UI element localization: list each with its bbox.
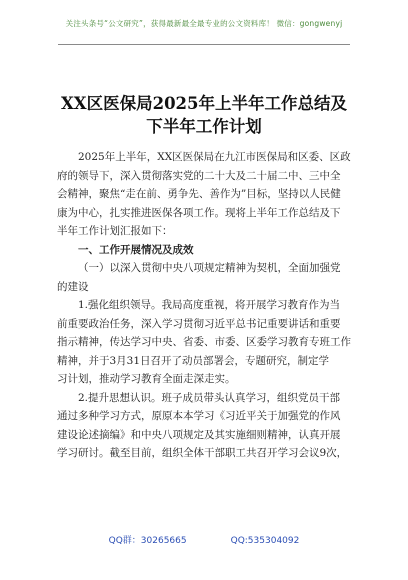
text-line: 康为中心，扎实推进医保各项工作。现将上半年工作总结及下 bbox=[57, 206, 341, 219]
text-line: 通过多种学习方式，原原本本学习《习近平关于加强党的作风 bbox=[57, 410, 341, 422]
text-line: 学习研讨。截至目前，组织全体干部职工共召开学习会议9次， bbox=[57, 447, 348, 459]
item-paragraph-1 bbox=[57, 296, 357, 389]
text-line: 精神，并于3月31日召开了动员部署会，专题研究，制定学 bbox=[57, 354, 330, 367]
section-heading-text: 一、工作开展情况及成效 bbox=[78, 243, 194, 256]
intro-paragraph bbox=[57, 148, 357, 241]
footer-qq-group: QQ群：30265665 bbox=[108, 536, 187, 546]
text-line: 建设论述摘编》和中央八项规定及其实施细则精神，认真开展 bbox=[57, 428, 341, 441]
item-paragraph-2 bbox=[57, 389, 357, 463]
text-line: 前重要政治任务，深入学习贯彻习近平总书记重要讲话和重要 bbox=[57, 317, 341, 330]
footer-contacts bbox=[0, 533, 408, 546]
text-line: 指示精神，传达学习中央、省委、市委、区委学习教育专班工作 bbox=[57, 336, 351, 348]
document-title bbox=[40, 92, 368, 138]
text-line: 2025年上半年，XX区医保局在九江市医保局和区委、区政 bbox=[78, 151, 351, 163]
header-note: 关注头条号“公文研究”，获得最新最全最专业的公文资料库！ 微信：gongwenyj bbox=[65, 19, 343, 28]
text-line: 的建设 bbox=[57, 280, 89, 293]
text-line: （一）以深入贯彻中央八项规定精神为契机，全面加强党 bbox=[78, 262, 341, 274]
text-line: 会精神，聚焦“走在前、勇争先、善作为”目标，坚持以人民健 bbox=[57, 188, 341, 200]
footer-qq-number: QQ:535304092 bbox=[230, 536, 300, 546]
title-line-1: XX区医保局2025年上半年工作总结及 bbox=[60, 94, 348, 113]
text-line: 1.强化组织领导。我局高度重视，将开展学习教育作为当 bbox=[78, 299, 341, 311]
text-line: 2.提升思想认识。班子成员带头认真学习，组织党员干部 bbox=[78, 391, 341, 404]
header-rule bbox=[58, 44, 350, 45]
text-line: 习计划，推动学习教育全面走深走实。 bbox=[57, 373, 236, 385]
text-line: 府的领导下，深入贯彻落实党的二十大及二十届二中、三中全 bbox=[57, 169, 341, 182]
title-line-2: 下半年工作计划 bbox=[146, 117, 262, 136]
subsection-heading bbox=[57, 259, 357, 296]
document-body bbox=[57, 148, 357, 463]
text-line: 半年工作计划汇报如下： bbox=[57, 225, 173, 237]
section-heading bbox=[57, 241, 357, 260]
